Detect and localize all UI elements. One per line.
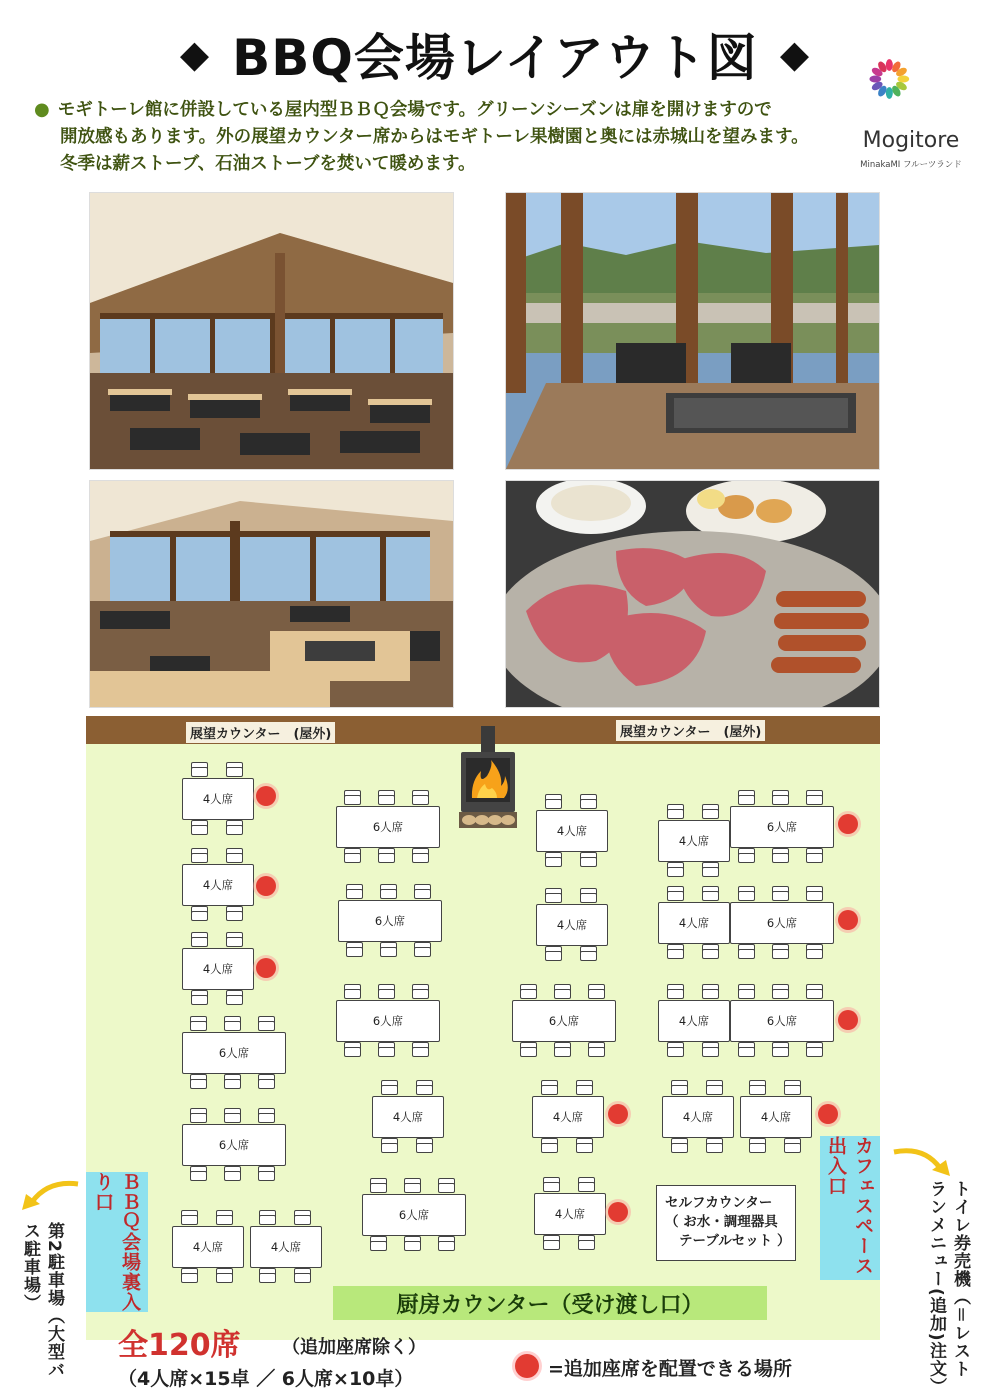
page-title xyxy=(0,18,990,90)
chair-icon xyxy=(346,942,365,956)
table-6-seat: 6人席 xyxy=(182,1124,286,1166)
table-4-seat: 4人席 xyxy=(658,902,730,944)
chair-icon xyxy=(772,1042,791,1056)
intro-line-3: 冬季は薪ストーブ、石油ストーブを焚いて暖めます。 xyxy=(60,154,476,174)
chair-icon xyxy=(772,944,791,958)
chair-icon xyxy=(259,1210,278,1224)
chair-icon xyxy=(702,984,721,998)
chair-icon xyxy=(543,1235,562,1249)
total-seats-note: （追加座席除く） xyxy=(282,1337,426,1358)
self-counter-line2: （ お水・調理器具 xyxy=(665,1214,778,1230)
arrow-right-icon xyxy=(890,1142,954,1182)
chair-icon xyxy=(667,1042,686,1056)
chair-icon xyxy=(578,1235,597,1249)
chair-icon xyxy=(412,1042,431,1056)
chair-icon xyxy=(438,1236,457,1250)
chair-icon xyxy=(346,884,365,898)
chair-icon xyxy=(806,944,825,958)
self-counter-line3: テーブルセット ） xyxy=(679,1233,791,1249)
chair-icon xyxy=(191,820,210,834)
chair-icon xyxy=(294,1268,313,1282)
chair-icon xyxy=(370,1236,389,1250)
extra-seat-dot-icon xyxy=(608,1104,628,1124)
hall-photo-1 xyxy=(89,192,454,470)
chair-icon xyxy=(216,1210,235,1224)
arrow-left-icon xyxy=(18,1176,82,1216)
chair-icon xyxy=(412,848,431,862)
chair-icon xyxy=(806,886,825,900)
table-4-seat: 4人席 xyxy=(182,948,254,990)
table-4-seat: 4人席 xyxy=(658,820,730,862)
extra-seat-dot-icon xyxy=(256,876,276,896)
chair-icon xyxy=(258,1016,277,1030)
chair-icon xyxy=(576,1138,595,1152)
logo-wordmark: Mogitore xyxy=(862,128,960,153)
intro-line-1: モギトーレ館に併設している屋内型ＢＢＱ会場です。グリーンシーズンは扉を開けますので xyxy=(57,100,772,120)
chair-icon xyxy=(258,1166,277,1180)
table-6-seat: 6人席 xyxy=(730,806,834,848)
chair-icon xyxy=(224,1108,243,1122)
chair-icon xyxy=(667,886,686,900)
diamond-left-icon: ◆ xyxy=(179,32,211,76)
chair-icon xyxy=(545,946,564,960)
chair-icon xyxy=(520,984,539,998)
chair-icon xyxy=(706,1080,725,1094)
chair-icon xyxy=(294,1210,313,1224)
chair-icon xyxy=(671,1138,690,1152)
extra-seat-dot-icon xyxy=(818,1104,838,1124)
chair-icon xyxy=(554,984,573,998)
chair-icon xyxy=(226,906,245,920)
table-6-seat: 6人席 xyxy=(730,1000,834,1042)
chair-icon xyxy=(588,984,607,998)
extra-seat-dot-icon xyxy=(838,814,858,834)
chair-icon xyxy=(580,888,599,902)
wood-stove-icon xyxy=(457,726,519,830)
extra-seat-dot-icon xyxy=(256,786,276,806)
chair-icon xyxy=(749,1080,768,1094)
intro-line-2: 開放感もあります。外の展望カウンター席からはモギトーレ果樹園と奥には赤城山を望みます。 xyxy=(60,127,809,147)
chair-icon xyxy=(702,944,721,958)
chair-icon xyxy=(412,790,431,804)
total-seats: 全120席 xyxy=(118,1328,241,1363)
table-6-seat: 6人席 xyxy=(336,806,440,848)
table-4-seat: 4人席 xyxy=(172,1226,244,1268)
chair-icon xyxy=(258,1074,277,1088)
chair-icon xyxy=(738,944,757,958)
chair-icon xyxy=(381,1138,400,1152)
chair-icon xyxy=(191,848,210,862)
table-6-seat: 6人席 xyxy=(182,1032,286,1074)
table-4-seat: 4人席 xyxy=(658,1000,730,1042)
chair-icon xyxy=(667,984,686,998)
table-4-seat: 4人席 xyxy=(536,904,608,946)
table-6-seat: 6人席 xyxy=(362,1194,466,1236)
chair-icon xyxy=(224,1074,243,1088)
chair-icon xyxy=(226,820,245,834)
bbq-food-photo xyxy=(505,480,880,708)
self-counter-title: セルフカウンター xyxy=(665,1195,773,1211)
chair-icon xyxy=(738,790,757,804)
chair-icon xyxy=(226,932,245,946)
chair-icon xyxy=(381,1080,400,1094)
chair-icon xyxy=(344,848,363,862)
chair-icon xyxy=(344,790,363,804)
extra-seat-dot-icon xyxy=(256,958,276,978)
chair-icon xyxy=(580,794,599,808)
chair-icon xyxy=(784,1138,803,1152)
chair-icon xyxy=(224,1166,243,1180)
logo-tagline: MinakaMI フルーツランド xyxy=(860,160,962,170)
chair-icon xyxy=(378,984,397,998)
chair-icon xyxy=(702,804,721,818)
table-4-seat: 4人席 xyxy=(250,1226,322,1268)
chair-icon xyxy=(806,1042,825,1056)
chair-icon xyxy=(576,1080,595,1094)
diamond-right-icon: ◆ xyxy=(779,32,811,76)
cafe-entrance[interactable]: カフェスペース出入口 xyxy=(820,1136,880,1280)
chair-icon xyxy=(370,1178,389,1192)
chair-icon xyxy=(667,862,686,876)
toilet-ticket-label: トイレ券売機（＝レストランメニュー(追加)注文） xyxy=(926,1180,970,1396)
mogitore-logo-icon xyxy=(862,58,940,128)
chair-icon xyxy=(438,1178,457,1192)
extra-seat-dot-icon xyxy=(608,1202,628,1222)
chair-icon xyxy=(378,848,397,862)
chair-icon xyxy=(580,946,599,960)
chair-icon xyxy=(738,848,757,862)
chair-icon xyxy=(545,852,564,866)
chair-icon xyxy=(344,984,363,998)
chair-icon xyxy=(226,848,245,862)
table-6-seat: 6人席 xyxy=(336,1000,440,1042)
second-parking-label: 第2駐車場（大型バス駐車場） xyxy=(20,1222,64,1379)
chair-icon xyxy=(344,1042,363,1056)
chair-icon xyxy=(580,852,599,866)
chair-icon xyxy=(667,804,686,818)
chair-icon xyxy=(190,1074,209,1088)
chair-icon xyxy=(414,942,433,956)
chair-icon xyxy=(667,944,686,958)
chair-icon xyxy=(378,790,397,804)
chair-icon xyxy=(784,1080,803,1094)
chair-icon xyxy=(702,886,721,900)
self-counter xyxy=(656,1185,796,1261)
chair-icon xyxy=(702,1042,721,1056)
chair-icon xyxy=(738,984,757,998)
chair-icon xyxy=(671,1080,690,1094)
intro-text xyxy=(34,96,854,178)
chair-icon xyxy=(543,1177,562,1191)
chair-icon xyxy=(806,848,825,862)
chair-icon xyxy=(181,1268,200,1282)
chair-icon xyxy=(380,942,399,956)
table-4-seat: 4人席 xyxy=(182,864,254,906)
table-4-seat: 4人席 xyxy=(532,1096,604,1138)
chair-icon xyxy=(806,984,825,998)
title-text: BBQ会場レイアウト図 xyxy=(232,29,758,87)
chair-icon xyxy=(554,1042,573,1056)
observation-counter-label-right: 展望カウンター (屋外) xyxy=(616,720,765,741)
chair-icon xyxy=(181,1210,200,1224)
table-6-seat: 6人席 xyxy=(338,900,442,942)
chair-icon xyxy=(380,884,399,898)
chair-icon xyxy=(404,1236,423,1250)
table-6-seat: 6人席 xyxy=(512,1000,616,1042)
chair-icon xyxy=(416,1138,435,1152)
chair-icon xyxy=(191,932,210,946)
chair-icon xyxy=(259,1268,278,1282)
chair-icon xyxy=(190,1108,209,1122)
chair-icon xyxy=(404,1178,423,1192)
chair-icon xyxy=(191,906,210,920)
chair-icon xyxy=(738,1042,757,1056)
table-4-seat: 4人席 xyxy=(182,778,254,820)
chair-icon xyxy=(226,762,245,776)
chair-icon xyxy=(520,1042,539,1056)
chair-icon xyxy=(588,1042,607,1056)
table-4-seat: 4人席 xyxy=(534,1193,606,1235)
chair-icon xyxy=(541,1138,560,1152)
table-4-seat: 4人席 xyxy=(740,1096,812,1138)
window-table-photo xyxy=(505,192,880,470)
chair-icon xyxy=(545,794,564,808)
chair-icon xyxy=(412,984,431,998)
chair-icon xyxy=(706,1138,725,1152)
chair-icon xyxy=(772,790,791,804)
table-6-seat: 6人席 xyxy=(730,902,834,944)
seat-breakdown: （4人席×15卓 ／ 6人席×10卓） xyxy=(118,1368,414,1390)
chair-icon xyxy=(414,884,433,898)
chair-icon xyxy=(258,1108,277,1122)
bullet-icon: ● xyxy=(34,99,50,120)
chair-icon xyxy=(224,1016,243,1030)
chair-icon xyxy=(545,888,564,902)
chair-icon xyxy=(416,1080,435,1094)
chair-icon xyxy=(738,886,757,900)
table-4-seat: 4人席 xyxy=(662,1096,734,1138)
chair-icon xyxy=(772,886,791,900)
chair-icon xyxy=(226,990,245,1004)
chair-icon xyxy=(216,1268,235,1282)
kitchen-counter: 厨房カウンター（受け渡し口） xyxy=(333,1286,767,1320)
chair-icon xyxy=(749,1138,768,1152)
hall-photo-2 xyxy=(89,480,454,708)
chair-icon xyxy=(772,848,791,862)
chair-icon xyxy=(541,1080,560,1094)
legend-text: =追加座席を配置できる場所 xyxy=(548,1358,792,1380)
table-4-seat: 4人席 xyxy=(536,810,608,852)
chair-icon xyxy=(772,984,791,998)
table-4-seat: 4人席 xyxy=(372,1096,444,1138)
chair-icon xyxy=(191,762,210,776)
chair-icon xyxy=(190,1166,209,1180)
chair-icon xyxy=(191,990,210,1004)
rear-entrance[interactable]: ＢＢＱ会場裏入り口 xyxy=(86,1172,148,1312)
chair-icon xyxy=(806,790,825,804)
legend-red-dot-icon xyxy=(515,1354,539,1378)
extra-seat-dot-icon xyxy=(838,910,858,930)
extra-seat-dot-icon xyxy=(838,1010,858,1030)
chair-icon xyxy=(378,1042,397,1056)
chair-icon xyxy=(578,1177,597,1191)
observation-counter-label-left: 展望カウンター (屋外) xyxy=(186,722,335,743)
chair-icon xyxy=(702,862,721,876)
chair-icon xyxy=(190,1016,209,1030)
